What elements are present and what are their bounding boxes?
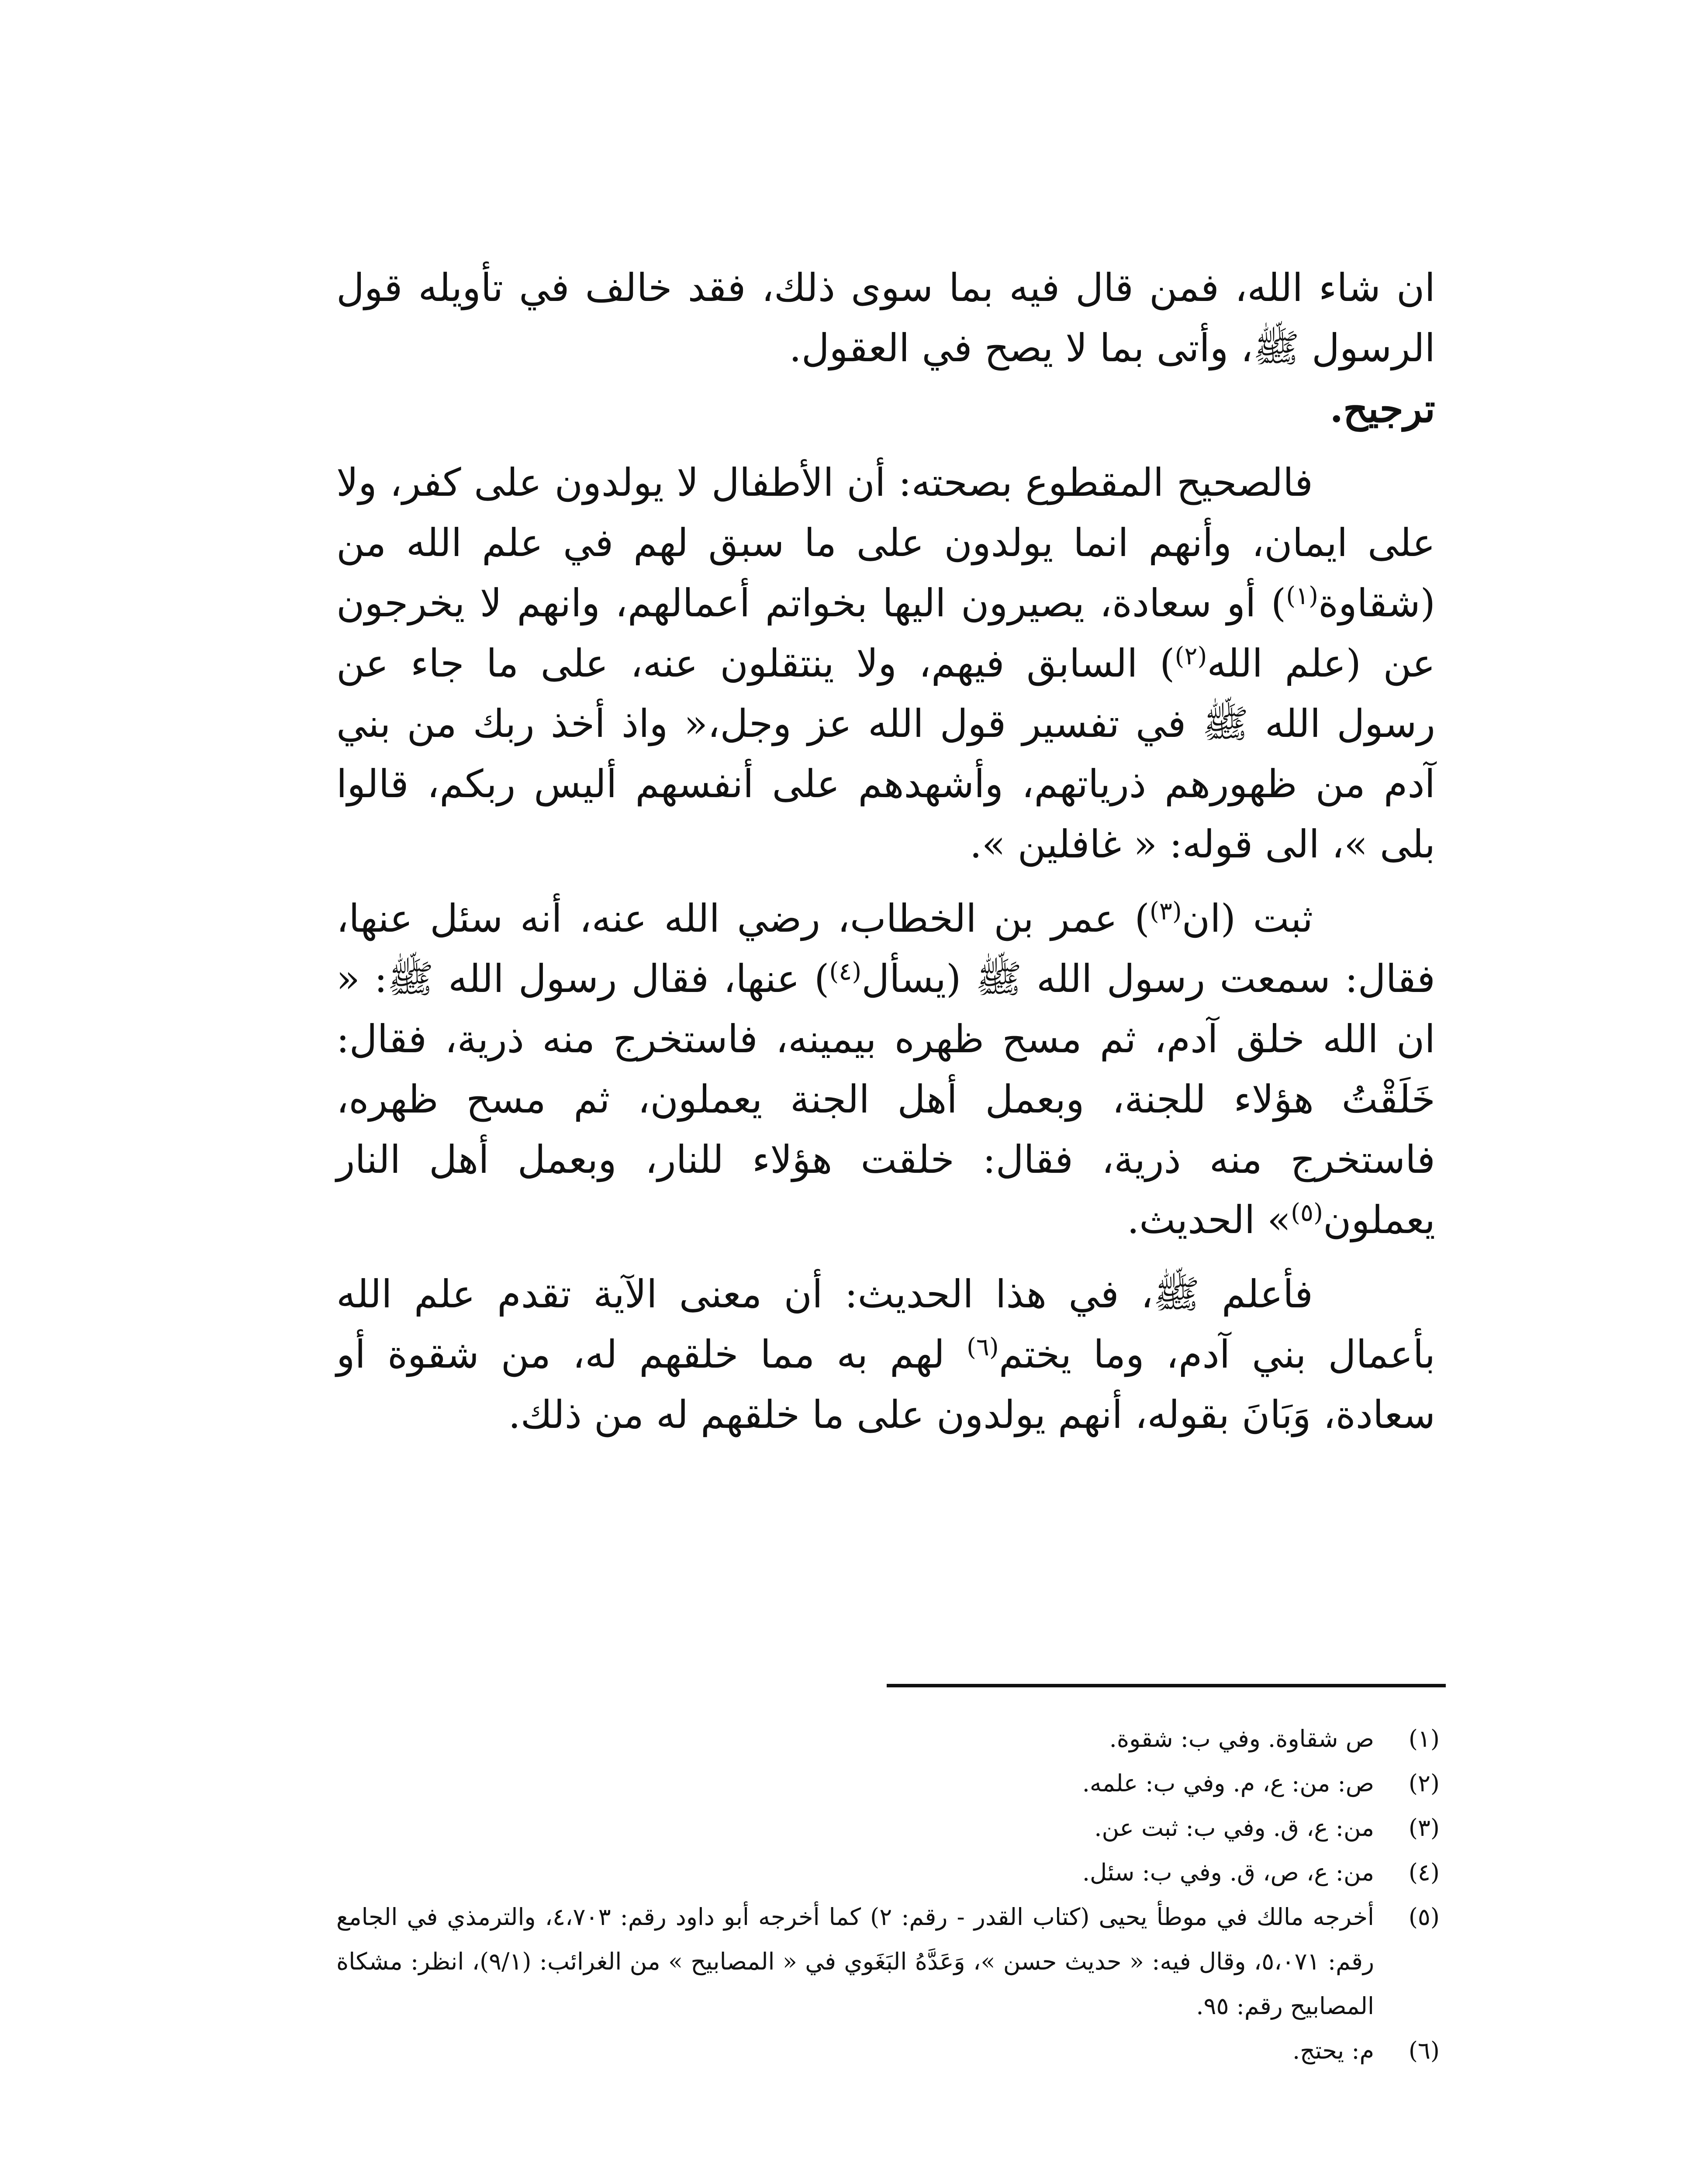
footnotes — [336, 1717, 1440, 2073]
footnote-ref-3[interactable]: (٣) — [1149, 897, 1182, 926]
footnote-text: من: ع، ق. وفي ب: ثبت عن. — [1094, 1814, 1374, 1842]
paragraph-3-text-a: ثبت (ان — [1182, 896, 1313, 941]
footnote-ref-2[interactable]: (٢) — [1175, 642, 1207, 670]
footnote-text: ص: من: ع، م. وفي ب: علمه. — [1082, 1769, 1374, 1797]
footnote-ref-4[interactable]: (٤) — [829, 957, 862, 986]
paragraph-3-text-c: ) عنها، فقال رسول الله ﷺ: « ان الله خلق آدم، ثم مسح ظهره بيمينه، فاستخرج منه ذرية، فقال: خَلَقْتُ هؤلاء للجنة، وبعمل أهل الجنة يعملون، ثم مسح ظهره، فاستخرج منه ذرية، فقال: خلقت هؤلاء للنار، وبعمل أهل النار يعملون — [336, 956, 1435, 1242]
section-heading — [336, 378, 1435, 439]
paragraph-2 — [336, 453, 1435, 874]
footnote-number: (٢) — [1408, 1769, 1440, 1797]
paragraph-1-text: ان شاء الله، فمن قال فيه بما سوى ذلك، فقد خالف في تأويله قول الرسول ﷺ، وأتى بما لا يصح في العقول. — [336, 265, 1435, 370]
footnote — [336, 1850, 1440, 1895]
paragraph-2-text-a: فالصحيح المقطوع بصحته: أن الأطفال لا يولدون على كفر، ولا على ايمان، وأنهم انما يولدون على ما سبق لهم في علم الله من (شقاوة — [336, 460, 1436, 625]
footnote — [336, 1761, 1440, 1806]
paragraph-3-text-b: ) عمر بن الخطاب، رضي الله عنه، أنه سئل عنها، فقال: سمعت رسول الله ﷺ (يسأل — [336, 896, 1435, 1001]
footnote-text: أخرجه مالك في موطأ يحيى (كتاب القدر - رقم: ٢) كما أخرجه أبو داود رقم: ٤،٧٠٣، والترمذي في الجامع رقم: ٥،٠٧١، وقال فيه: « حديث حسن »، وَعَدَّهُ البَغَوي في « المصابيح » من الغرائب: (٩/١)، انظر: مشكاة المصابيح رقم: ٩٥. — [336, 1903, 1375, 2020]
paragraph-2-text-c: ) السابق فيهم، ولا ينتقلون عنه، على ما جاء عن رسول الله ﷺ في تفسير قول الله عز وجل،« واذ أخذ ربك من بني آدم من ظهورهم ذرياتهم، وأشهدهم على أنفسهم أليس ربكم، قالوا بلى »، الى قوله: « غافلين ». — [336, 641, 1435, 867]
footnote-text: م: يحتج. — [1292, 2037, 1374, 2064]
section-heading-text: ترجيح. — [1330, 386, 1435, 431]
paragraph-4-text-b: لهم به مما خلقهم له، من شقوة أو سعادة، وَبَانَ بقوله، أنهم يولدون على ما خلقهم له من ذلك. — [336, 1332, 1435, 1437]
paragraph-1 — [336, 258, 1435, 378]
paragraph-3-text-d: » الحديث. — [1127, 1197, 1291, 1242]
footnote-number: (٣) — [1408, 1814, 1440, 1842]
footnote — [336, 1806, 1440, 1850]
footnote — [336, 1717, 1440, 1761]
main-text — [336, 258, 1435, 1445]
paragraph-4 — [336, 1264, 1435, 1445]
footnote-ref-5[interactable]: (٥) — [1291, 1199, 1323, 1227]
footnote-ref-6[interactable]: (٦) — [966, 1333, 999, 1362]
footnote-number: (٦) — [1408, 2037, 1440, 2064]
footnote-number: (٥) — [1408, 1903, 1440, 1931]
paragraph-4-text-a: فأعلم ﷺ، في هذا الحديث: أن معنى الآية تقدم علم الله بأعمال بني آدم، وما يختم — [336, 1272, 1435, 1377]
footnote-divider — [887, 1684, 1446, 1687]
paragraph-2-text-b: ) أو سعادة، يصيرون اليها بخواتم أعمالهم، وانهم لا يخرجون عن (علم الله — [336, 581, 1436, 686]
paragraph-3 — [336, 888, 1435, 1250]
footnote-number: (٤) — [1408, 1859, 1440, 1886]
footnote — [336, 1895, 1440, 2028]
footnote-text: ص شقاوة. وفي ب: شقوة. — [1109, 1725, 1374, 1752]
footnote-ref-1[interactable]: (١) — [1286, 582, 1319, 610]
footnote — [336, 2028, 1440, 2073]
footnote-text: من: ع، ص، ق. وفي ب: سئل. — [1082, 1859, 1374, 1886]
footnote-number: (١) — [1408, 1725, 1440, 1752]
